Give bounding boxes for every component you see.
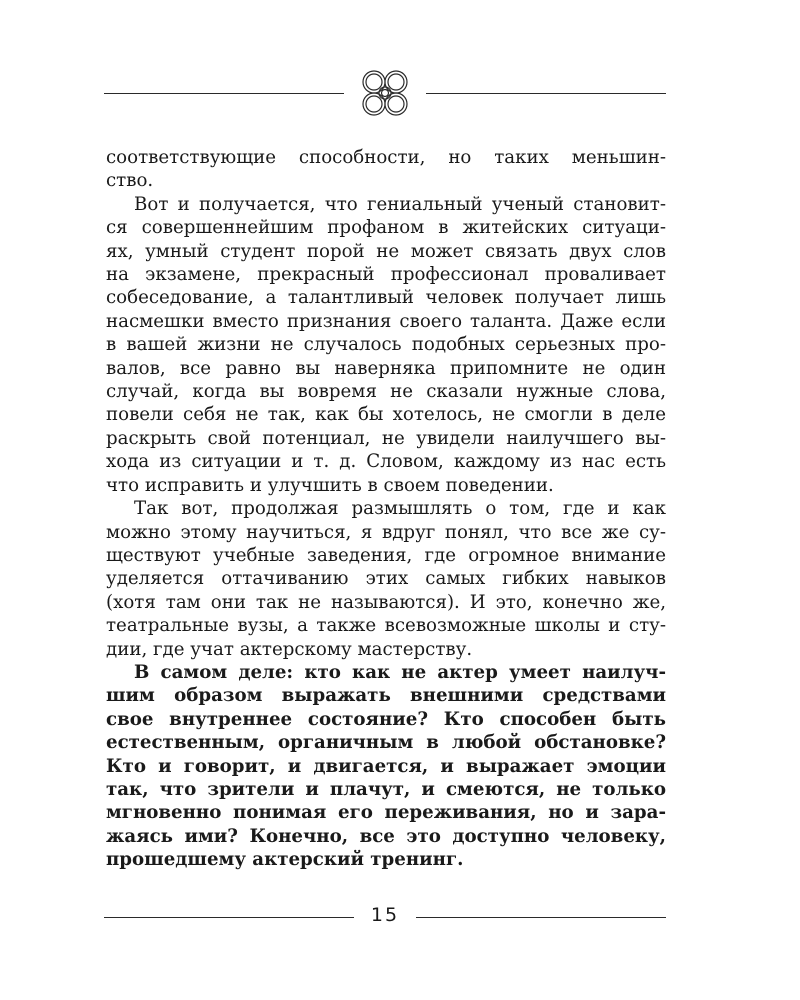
page-footer [104,904,666,934]
text-line: ся совершеннейшим профаном в житейских ситуаци- [106,217,666,239]
page-number: 15 [370,904,400,926]
paragraph [106,497,666,661]
text-line: валов, все равно вы наверняка припомните не один [106,357,666,379]
text-line: Кто и говорит, и двигается, и выражает эмоции [106,755,666,777]
header-rule-right [426,93,666,94]
footer-rule-left [104,917,354,918]
body-text [106,146,666,872]
text-line: дии, где учат актерскому мастерству. [106,638,473,660]
text-line: свое внутреннее состояние? Кто способен быть [106,708,666,730]
paragraph [106,146,666,193]
interlaced-rings-ornament-icon [352,66,418,120]
text-line: ство. [106,170,154,192]
text-line: ях, умный студент порой не может связать двух слов [106,240,666,262]
text-line: на экзамене, прекрасный профессионал проваливает [106,264,666,286]
text-line: ществуют учебные заведения, где огромное внимание [106,544,666,566]
text-line: В самом деле: кто как не актер умеет наилуч- [134,661,666,683]
text-line: раскрыть свой потенциал, не увидели наилучшего вы- [106,427,666,449]
text-line: уделяется оттачиванию этих самых гибких навыков [106,568,666,590]
text-line: собеседование, а талантливый человек получает лишь [106,287,666,309]
text-line: театральные вузы, а также всевозможные школы и сту- [106,615,666,637]
page-header [104,66,666,120]
text-line: Вот и получается, что гениальный ученый становит- [134,193,666,215]
text-line: жаясь ими? Конечно, все это доступно человеку, [106,825,666,847]
text-line: так, что зрители и плачут, и смеются, не только [106,778,666,800]
text-line: Так вот, продолжая размышлять о том, где и как [134,498,666,520]
text-line: повели себя не так, как бы хотелось, не смогли в деле [106,404,666,426]
text-line: случай, когда вы вовремя не сказали нужные слова, [106,381,666,403]
text-line: шим образом выражать внешними средствами [106,685,666,707]
text-line: (хотя там они так не называются). И это, конечно же, [106,591,666,613]
text-line: хода из ситуации и т. д. Словом, каждому из нас есть [106,451,666,473]
text-line: соответствующие способности, но таких меньшин- [106,147,666,168]
text-line: мгновенно понимая его переживания, но и зара- [106,802,666,824]
text-line: насмешки вместо признания своего таланта. Даже если [106,310,666,332]
paragraph [106,193,666,497]
text-line: можно этому научиться, я вдруг понял, что все же су- [106,521,666,543]
header-rule-left [104,93,344,94]
text-line: прошедшему актерский тренинг. [106,849,464,871]
paragraph [106,661,666,872]
text-line: что исправить и улучшить в своем поведении. [106,474,554,496]
text-line: в вашей жизни не случалось подобных серьезных про- [106,334,666,356]
text-line: естественным, органичным в любой обстановке? [106,732,666,754]
footer-rule-right [416,917,666,918]
